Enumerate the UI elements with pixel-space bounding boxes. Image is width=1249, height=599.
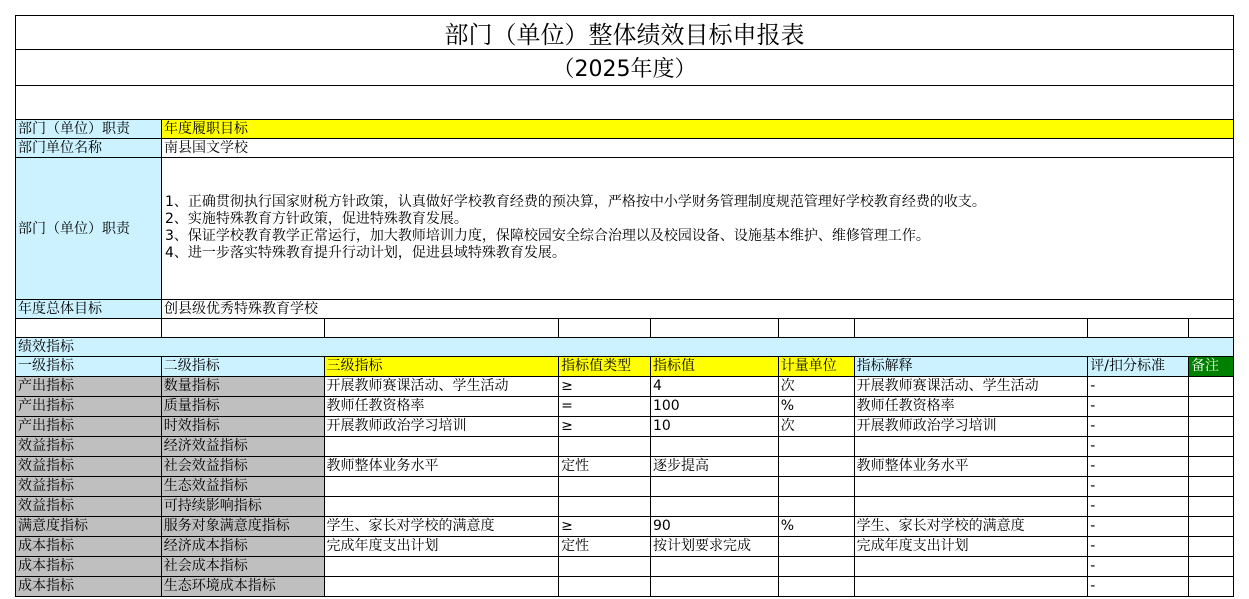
level1-cell[interactable]: 满意度指标 — [16, 517, 162, 536]
level2-cell[interactable]: 生态效益指标 — [162, 477, 325, 496]
table-row — [15, 537, 1234, 557]
explanation-cell[interactable]: 开展教师赛课活动、学生活动 — [855, 377, 1089, 396]
unit-cell[interactable]: % — [779, 517, 855, 536]
unit-cell[interactable] — [779, 537, 855, 556]
level1-cell[interactable]: 产出指标 — [16, 417, 162, 436]
annual-goal-row — [15, 300, 1234, 319]
explanation-cell[interactable]: 开展教师政治学习培训 — [855, 417, 1089, 436]
duty-line: 3、保证学校教育教学正常运行，加大教师培训力度，保障校园安全综合治理以及校园设备、设施基本维护、维修管理工作。 — [165, 228, 930, 244]
value-cell[interactable]: 90 — [651, 517, 779, 536]
value-type-cell[interactable]: ≥ — [559, 377, 651, 396]
value-type-cell[interactable]: 定性 — [559, 537, 651, 556]
value-cell[interactable] — [651, 557, 779, 576]
metrics-title[interactable]: 绩效指标 — [16, 338, 1233, 356]
remark-cell[interactable] — [1189, 397, 1233, 416]
value-type-cell[interactable]: 定性 — [559, 457, 651, 476]
value-type-cell[interactable]: ≥ — [559, 517, 651, 536]
scoring-cell[interactable]: - — [1088, 437, 1189, 456]
explanation-cell[interactable]: 完成年度支出计划 — [855, 537, 1089, 556]
remark-cell[interactable] — [1189, 477, 1233, 496]
col-header[interactable]: 指标值 — [651, 357, 779, 376]
annual-goal-label[interactable]: 年度总体目标 — [16, 300, 162, 318]
level2-cell[interactable]: 数量指标 — [162, 377, 325, 396]
remark-cell[interactable] — [1189, 377, 1233, 396]
duties-row — [15, 158, 1234, 300]
remark-cell[interactable] — [1189, 457, 1233, 476]
explanation-cell[interactable] — [855, 557, 1089, 576]
level2-cell[interactable]: 经济成本指标 — [162, 537, 325, 556]
level2-cell[interactable]: 生态环境成本指标 — [162, 577, 325, 596]
level3-cell[interactable]: 教师任教资格率 — [325, 397, 560, 416]
col-header-remark[interactable]: 备注 — [1189, 357, 1233, 376]
col-header[interactable]: 指标解释 — [855, 357, 1089, 376]
table-row — [15, 437, 1234, 457]
col-header[interactable]: 计量单位 — [779, 357, 855, 376]
metrics-table-body — [15, 377, 1234, 597]
value-type-cell[interactable] — [559, 497, 651, 516]
scoring-cell[interactable]: - — [1088, 477, 1189, 496]
level3-cell[interactable]: 完成年度支出计划 — [325, 537, 560, 556]
level3-cell[interactable] — [325, 477, 560, 496]
metrics-title-row — [15, 338, 1234, 357]
scoring-cell[interactable]: - — [1088, 577, 1189, 596]
annual-goal-value[interactable]: 创县级优秀特殊教育学校 — [164, 301, 318, 317]
level1-cell[interactable]: 效益指标 — [16, 437, 162, 456]
remark-cell[interactable] — [1189, 557, 1233, 576]
level3-cell[interactable] — [325, 437, 560, 456]
remark-cell[interactable] — [1189, 437, 1233, 456]
level2-cell[interactable]: 可持续影响指标 — [162, 497, 325, 516]
remark-cell[interactable] — [1189, 577, 1233, 596]
level1-cell[interactable]: 产出指标 — [16, 397, 162, 416]
unit-cell[interactable]: 次 — [779, 377, 855, 396]
table-row — [15, 577, 1234, 597]
level3-cell[interactable] — [325, 557, 560, 576]
value-type-cell[interactable] — [559, 577, 651, 596]
level2-cell[interactable]: 时效指标 — [162, 417, 325, 436]
col-header[interactable]: 评/扣分标准 — [1088, 357, 1189, 376]
explanation-cell[interactable] — [855, 437, 1089, 456]
table-row — [15, 377, 1234, 397]
explanation-cell[interactable] — [855, 497, 1089, 516]
level2-cell[interactable]: 经济效益指标 — [162, 437, 325, 456]
table-row — [15, 477, 1234, 497]
page-subtitle: （2025年度） — [15, 50, 1234, 86]
level2-cell[interactable]: 质量指标 — [162, 397, 325, 416]
blank-row — [15, 86, 1234, 120]
unit-row — [15, 139, 1234, 158]
scoring-cell[interactable]: - — [1088, 517, 1189, 536]
col-header[interactable]: 指标值类型 — [559, 357, 651, 376]
level2-cell[interactable]: 服务对象满意度指标 — [162, 517, 325, 536]
explanation-cell[interactable] — [855, 577, 1089, 596]
duty-line: 4、进一步落实特殊教育提升行动计划，促进县域特殊教育发展。 — [165, 245, 566, 261]
level2-cell[interactable]: 社会效益指标 — [162, 457, 325, 476]
value-cell[interactable]: 100 — [651, 397, 779, 416]
metrics-header-row — [15, 357, 1234, 377]
level1-cell[interactable]: 效益指标 — [16, 477, 162, 496]
scoring-cell[interactable]: - — [1088, 457, 1189, 476]
level1-cell[interactable]: 效益指标 — [16, 497, 162, 516]
scoring-cell[interactable]: - — [1088, 537, 1189, 556]
level1-cell[interactable]: 效益指标 — [16, 457, 162, 476]
table-row — [15, 457, 1234, 477]
unit-value[interactable]: 南县国文学校 — [164, 140, 248, 156]
remark-cell[interactable] — [1189, 517, 1233, 536]
table-row — [15, 397, 1234, 417]
explanation-cell[interactable]: 教师任教资格率 — [855, 397, 1089, 416]
col-header[interactable]: 三级指标 — [325, 357, 560, 376]
scoring-cell[interactable]: - — [1088, 377, 1189, 396]
unit-cell[interactable] — [779, 557, 855, 576]
value-type-cell[interactable]: = — [559, 397, 651, 416]
remark-cell[interactable] — [1189, 417, 1233, 436]
level1-cell[interactable]: 成本指标 — [16, 577, 162, 596]
level2-cell[interactable]: 社会成本指标 — [162, 557, 325, 576]
unit-cell[interactable] — [779, 457, 855, 476]
unit-cell[interactable]: 次 — [779, 417, 855, 436]
page-title: 部门（单位）整体绩效目标申报表 — [15, 15, 1234, 50]
unit-cell[interactable] — [779, 497, 855, 516]
scoring-cell[interactable]: - — [1088, 417, 1189, 436]
header-label[interactable]: 部门（单位）职责 — [16, 120, 162, 138]
level3-cell[interactable]: 开展教师政治学习培训 — [325, 417, 560, 436]
explanation-cell[interactable] — [855, 477, 1089, 496]
table-row — [15, 417, 1234, 437]
duty-line: 1、正确贯彻执行国家财税方针政策，认真做好学校教育经费的预决算，严格按中小学财务管理制度规范管理好学校教育经费的收支。 — [165, 194, 986, 210]
level1-cell[interactable]: 产出指标 — [16, 377, 162, 396]
level3-cell[interactable]: 教师整体业务水平 — [325, 457, 560, 476]
unit-cell[interactable] — [779, 577, 855, 596]
col-header[interactable]: 二级指标 — [162, 357, 325, 376]
level3-cell[interactable] — [325, 497, 560, 516]
value-cell[interactable] — [651, 477, 779, 496]
value-cell[interactable]: 4 — [651, 377, 779, 396]
performance-target-sheet — [15, 15, 1234, 597]
duties-label[interactable]: 部门（单位）职责 — [16, 158, 162, 299]
duties-text[interactable] — [162, 158, 1233, 299]
table-row — [15, 557, 1234, 577]
explanation-cell[interactable]: 教师整体业务水平 — [855, 457, 1089, 476]
unit-label[interactable]: 部门单位名称 — [16, 139, 162, 157]
level3-cell[interactable]: 开展教师赛课活动、学生活动 — [325, 377, 560, 396]
unit-cell[interactable] — [779, 477, 855, 496]
level1-cell[interactable]: 成本指标 — [16, 537, 162, 556]
remark-cell[interactable] — [1189, 537, 1233, 556]
value-cell[interactable] — [651, 577, 779, 596]
value-type-cell[interactable] — [559, 557, 651, 576]
value-type-cell[interactable] — [559, 477, 651, 496]
scoring-cell[interactable]: - — [1088, 557, 1189, 576]
spacer-row — [15, 319, 1234, 338]
header-row — [15, 120, 1234, 139]
level3-cell[interactable]: 学生、家长对学校的满意度 — [325, 517, 560, 536]
unit-cell[interactable]: % — [779, 397, 855, 416]
scoring-cell[interactable]: - — [1088, 397, 1189, 416]
level3-cell[interactable] — [325, 577, 560, 596]
value-type-cell[interactable]: ≥ — [559, 417, 651, 436]
duty-line: 2、实施特殊教育方针政策，促进特殊教育发展。 — [165, 211, 468, 227]
value-cell[interactable] — [651, 437, 779, 456]
value-cell[interactable]: 10 — [651, 417, 779, 436]
level1-cell[interactable]: 成本指标 — [16, 557, 162, 576]
value-type-cell[interactable] — [559, 437, 651, 456]
scoring-cell[interactable]: - — [1088, 497, 1189, 516]
table-row — [15, 517, 1234, 537]
value-cell[interactable] — [651, 497, 779, 516]
col-header[interactable]: 一级指标 — [16, 357, 162, 376]
explanation-cell[interactable]: 学生、家长对学校的满意度 — [855, 517, 1089, 536]
header-value[interactable]: 年度履职目标 — [162, 120, 1233, 138]
table-row — [15, 497, 1234, 517]
value-cell[interactable]: 逐步提高 — [651, 457, 779, 476]
remark-cell[interactable] — [1189, 497, 1233, 516]
unit-cell[interactable] — [779, 437, 855, 456]
value-cell[interactable]: 按计划要求完成 — [651, 537, 779, 556]
